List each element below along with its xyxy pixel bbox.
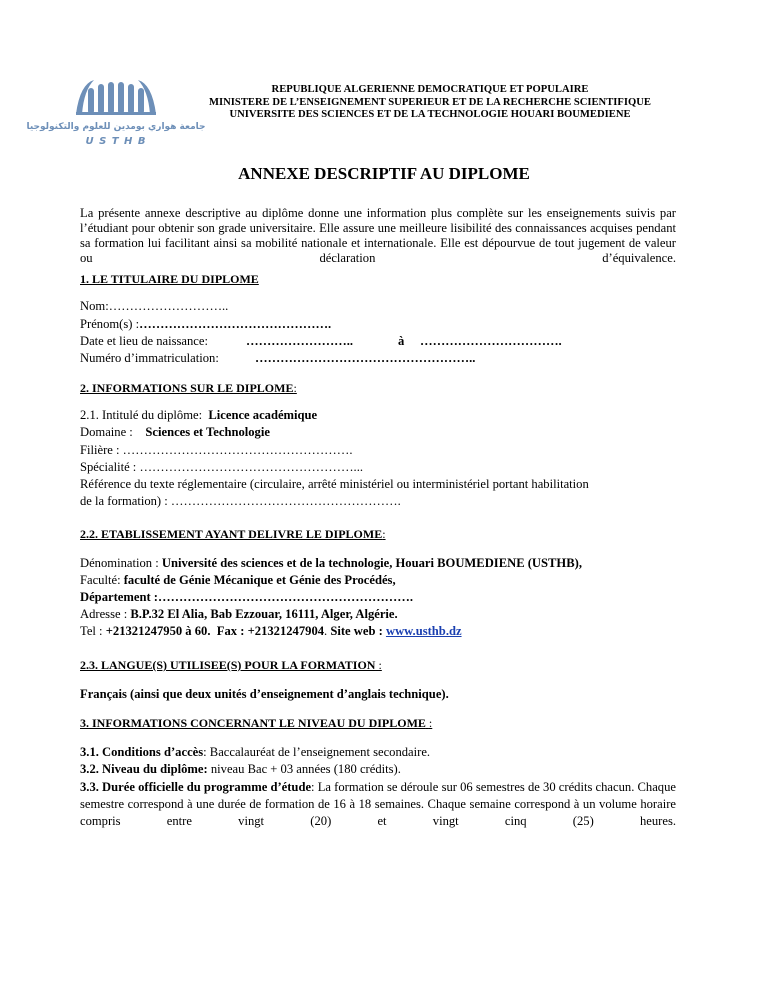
diploma-title-value: Licence académique xyxy=(208,408,318,422)
section-2-heading-colon: : xyxy=(293,381,297,395)
denomination-line xyxy=(80,556,582,571)
section-2-3-heading xyxy=(80,658,382,673)
access-conditions-text: : Baccalauréat de l’enseignement secondaire. xyxy=(203,745,431,759)
denomination-value: Université des sciences et de la technologie, Houari BOUMEDIENE (USTHB), xyxy=(161,556,582,570)
faculty-value: faculté de Génie Mécanique et Génie des Procédés, xyxy=(123,573,396,587)
access-conditions-label: 3.1. Conditions d’accès xyxy=(80,745,204,759)
birth-line xyxy=(80,334,208,349)
program-duration-text: : La formation se déroule sur 06 semestres de 30 crédits chacun. Chaque semestre correspond à une durée de formation de 16 à 18 semaines. Chaque semaine correspond à un volume horaire compris entre vingt (20) et vingt cinq (25) heures. xyxy=(80,780,676,828)
section-3-heading-text: 3. INFORMATIONS CONCERNANT LE NIVEAU DU DIPLOME xyxy=(80,716,426,730)
tel-label: Tel : xyxy=(80,624,103,638)
access-conditions-line xyxy=(80,745,430,760)
domain-line xyxy=(80,425,270,440)
institution-header xyxy=(160,84,700,122)
intro-paragraph: La présente annexe descriptive au diplôme donne une information plus complète sur les enseignements suivis par l’étudiant pour obtenir son grade universitaire. Elle assure une meilleure lisibilité des connaissances acquises pendant sa formation lui facilitant ainsi sa mobilité nationale et internationale. Elle est dépourvue de tout jugement de valeur ou déclaration d’équivalence. xyxy=(80,206,676,265)
birth-a-label: à xyxy=(398,334,405,348)
diploma-title-line xyxy=(80,408,317,423)
contact-line: Tel : +21321247950 à 60. Fax : +21321247904. Site web : www.usthb.dz xyxy=(80,624,462,638)
birth-label: Date et lieu de naissance: xyxy=(80,334,208,348)
section-3-heading-colon: : xyxy=(428,716,433,730)
reference-line-2: de la formation) : ………………………………………………. xyxy=(80,494,401,508)
section-2-2-heading-colon: : xyxy=(382,527,386,541)
reference-line-1: Référence du texte réglementaire (circulaire, arrêté ministériel ou interministériel portant habilitation xyxy=(80,477,589,491)
diploma-title-label: 2.1. Intitulé du diplôme: xyxy=(80,408,203,422)
website-link[interactable]: www.usthb.dz xyxy=(385,624,462,638)
header-line-ministry: MINISTERE DE L’ENSEIGNEMENT SUPERIEUR ET DE LA RECHERCHE SCIENTIFIQUE xyxy=(209,96,651,108)
prenom-value: ………………………………………. xyxy=(139,317,332,331)
logo-latin-text: U S T H B xyxy=(85,136,147,147)
section-2-2-heading xyxy=(80,527,386,542)
diploma-level-line xyxy=(80,762,401,777)
address-label: Adresse : xyxy=(80,607,128,621)
fax-value: +21321247904 xyxy=(247,624,325,638)
section-2-3-heading-colon: : xyxy=(378,658,382,672)
faculty-label: Faculté: xyxy=(80,573,121,587)
website-label: Site web : xyxy=(330,624,383,638)
nom-label: Nom: xyxy=(80,299,109,313)
department-line: Département :……………………………………………………. xyxy=(80,590,414,604)
filiere-line: Filière : ………………………………………………. xyxy=(80,443,353,457)
section-2-heading xyxy=(80,381,297,396)
holder-firstname-line xyxy=(80,317,331,332)
document-title: ANNEXE DESCRIPTIF AU DIPLOME xyxy=(238,164,530,183)
program-duration-paragraph xyxy=(80,779,676,830)
tel-value: +21321247950 à 60. xyxy=(105,624,211,638)
holder-name-line xyxy=(80,299,228,314)
diploma-level-label: 3.2. Niveau du diplôme: xyxy=(80,762,208,776)
program-duration-label: 3.3. Durée officielle du programme d’étude xyxy=(80,780,312,794)
registration-label: Numéro d’immatriculation: xyxy=(80,351,219,365)
header-line-university: UNIVERSITE DES SCIENCES ET DE LA TECHNOLOGIE HOUARI BOUMEDIENE xyxy=(229,109,631,120)
section-1-heading: 1. LE TITULAIRE DU DIPLOME xyxy=(80,272,259,286)
fax-label: Fax : xyxy=(216,624,245,638)
denomination-label: Dénomination : xyxy=(80,556,159,570)
domain-value: Sciences et Technologie xyxy=(145,425,270,439)
birth-place-value: ……………………………. xyxy=(420,334,562,348)
nom-value: ……………………….. xyxy=(108,299,229,313)
faculty-line xyxy=(80,573,396,588)
address-value: B.P.32 El Alia, Bab Ezzouar, 16111, Alger, Algérie. xyxy=(130,607,398,621)
section-2-heading-text: 2. INFORMATIONS SUR LE DIPLOME xyxy=(80,381,294,395)
domain-label: Domaine : xyxy=(80,425,133,439)
section-3-heading xyxy=(80,716,432,731)
specialite-line: Spécialité : ……………………………………………... xyxy=(80,460,363,474)
usthb-logo xyxy=(26,74,206,150)
header-line-republic: REPUBLIQUE ALGERIENNE DEMOCRATIQUE ET POPULAIRE xyxy=(271,84,589,95)
section-2-2-heading-text: 2.2. ETABLISSEMENT AYANT DELIVRE LE DIPLOME xyxy=(80,527,383,541)
section-2-3-heading-text: 2.3. LANGUE(S) UTILISEE(S) POUR LA FORMATION xyxy=(80,658,376,672)
birth-date-value: …………………….. xyxy=(246,334,354,348)
logo-arabic-text: جامعة هواري بومدين للعلوم والتكنولوجيا xyxy=(26,122,206,132)
diploma-level-text: niveau Bac + 03 années (180 crédits). xyxy=(210,762,401,776)
address-line xyxy=(80,607,398,622)
language-text: Français (ainsi que deux unités d’enseignement d’anglais technique). xyxy=(80,687,449,701)
registration-value: …………………………………………….. xyxy=(255,351,476,365)
prenom-label: Prénom(s) : xyxy=(80,317,140,331)
